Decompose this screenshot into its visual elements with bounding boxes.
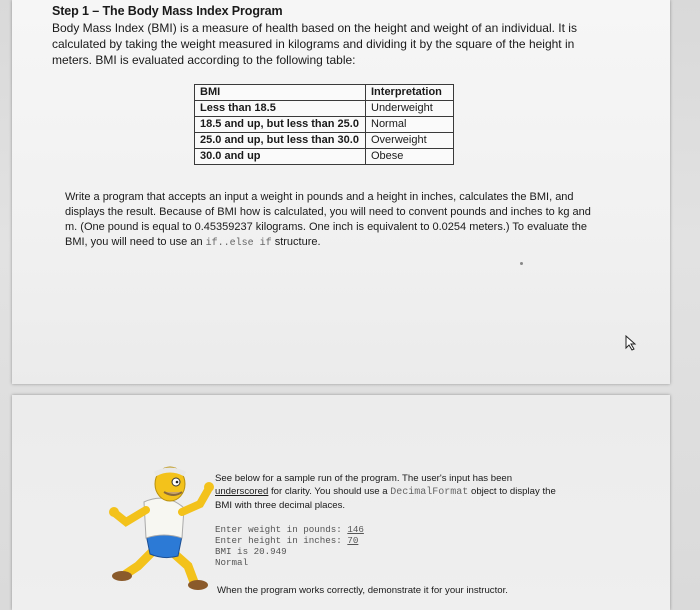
bmi-result-line: BMI is 20.949: [215, 546, 287, 557]
interpretation: Overweight: [366, 133, 454, 149]
console-line: [215, 524, 364, 535]
sample-text: See below for a sample run of the program. The user's input has been: [215, 473, 513, 484]
task-code: if..else if: [205, 238, 272, 249]
mouse-pointer-icon: [624, 335, 638, 351]
header-bmi: BMI: [195, 85, 366, 101]
speck: [520, 262, 523, 265]
table-header-row: [195, 85, 454, 101]
step-heading: Step 1 – The Body Mass Index Program: [52, 4, 283, 18]
bmi-table: [194, 84, 454, 165]
weight-input: 146: [347, 524, 364, 535]
decimalformat-code: DecimalFormat: [390, 487, 469, 498]
running-cartoon-mascot-icon: [108, 462, 218, 592]
bmi-range: Less than 18.5: [195, 101, 366, 117]
table-row: [195, 149, 454, 165]
underscored-word: underscored: [215, 486, 269, 497]
sample-text-mid: for clarity. You should use a: [268, 486, 391, 497]
sample-console-output: [215, 524, 364, 568]
task-text: Write a program that accepts an input a weight in pounds and a height in inches, calculates the BMI, and displays the result. Because of BMI how is calculated, you will need to convent pounds and inches to kg and m. (One pound is equal to 0.45359237 kilograms. One inch is equivalent to 0.0254 meters.) To evaluate the BMI, you will need to use an: [65, 191, 591, 248]
header-interpretation: Interpretation: [366, 85, 454, 101]
intro-paragraph: Body Mass Index (BMI) is a measure of health based on the height and weight of an individual. It is calculated by taking the weight measured in kilograms and dividing it by the square of the height in meters. BMI is evaluated according to the following table:: [52, 21, 577, 67]
weight-prompt: Enter weight in pounds:: [215, 524, 348, 535]
console-line: [215, 535, 364, 546]
sample-text-end: object to display the BMI with three decimal places.: [215, 486, 556, 511]
task-paragraph: [65, 190, 605, 251]
bmi-range: 30.0 and up: [195, 149, 366, 165]
closing-instruction: When the program works correctly, demonstrate it for your instructor.: [217, 585, 508, 596]
table-row: [195, 117, 454, 133]
height-prompt: Enter height in inches:: [215, 535, 348, 546]
interpretation: Underweight: [366, 101, 454, 117]
task-text-end: structure.: [271, 236, 321, 248]
interpretation: Obese: [366, 149, 454, 165]
table-row: [195, 101, 454, 117]
interpretation: Normal: [366, 117, 454, 133]
sample-run-paragraph: [215, 472, 560, 512]
height-input: 70: [347, 535, 359, 546]
bmi-range: 18.5 and up, but less than 25.0: [195, 117, 366, 133]
bmi-range: 25.0 and up, but less than 30.0: [195, 133, 366, 149]
interpretation-result-line: Normal: [215, 557, 249, 568]
table-row: [195, 133, 454, 149]
